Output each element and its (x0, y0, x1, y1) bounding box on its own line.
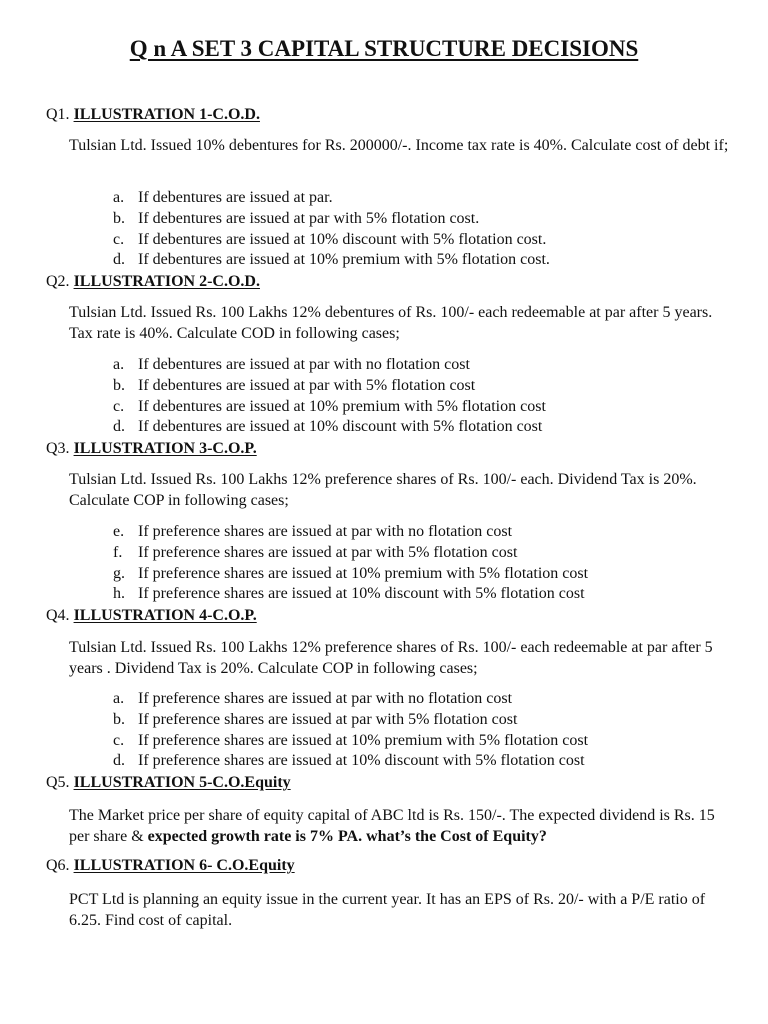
question-4-heading (46, 607, 257, 625)
question-5-text: The Market price per share of equity capital of ABC ltd is Rs. 150/-. The expected dividend is Rs. 15 per share & expected growth rate is 7% PA. what’s the Cost of Equity? (69, 807, 715, 845)
question-number: Q1. (46, 106, 70, 123)
question-number: Q5. (46, 774, 70, 791)
question-2-heading (46, 273, 260, 291)
illustration-label: ILLUSTRATION 1-C.O.D. (73, 106, 260, 123)
question-1-text: Tulsian Ltd. Issued 10% debentures for Rs. 200000/-. Income tax rate is 40%. Calculate cost of debt if; (69, 137, 729, 154)
illustration-label: ILLUSTRATION 6- C.O.Equity (73, 857, 295, 874)
page-title: Q n A SET 3 CAPITAL STRUCTURE DECISIONS (129, 36, 639, 61)
question-2-text: Tulsian Ltd. Issued Rs. 100 Lakhs 12% debentures of Rs. 100/- each redeemable at par after 5 years. Tax rate is 40%. Calculate COD in following cases; (69, 304, 713, 342)
list-item: b. If debentures are issued at par with 5% flotation cost (113, 376, 476, 394)
question-4-options (113, 689, 588, 772)
illustration-label: ILLUSTRATION 5-C.O.Equity (73, 774, 291, 791)
question-5-heading (46, 774, 291, 792)
question-6-heading (46, 857, 295, 875)
list-item: d. If preference shares are issued at 10% discount with 5% flotation cost (113, 752, 585, 770)
question-5-bold-text: expected growth rate is 7% PA. what’s the Cost of Equity? (147, 828, 547, 845)
question-4-text: Tulsian Ltd. Issued Rs. 100 Lakhs 12% preference shares of Rs. 100/- each redeemable at par after 5 years . Dividend Tax is 20%. Calculate COP in following cases; (69, 639, 713, 677)
question-3-options (113, 522, 588, 605)
question-number: Q3. (46, 440, 70, 457)
list-item: b. If debentures are issued at par with 5% flotation cost. (113, 209, 480, 227)
list-item: d. If debentures are issued at 10% discount with 5% flotation cost (113, 418, 543, 436)
list-item: e. If preference shares are issued at par with no flotation cost (113, 523, 513, 540)
list-item: c. If preference shares are issued at 10% premium with 5% flotation cost (113, 731, 589, 749)
list-item: c. If debentures are issued at 10% discount with 5% flotation cost. (113, 230, 547, 248)
question-1-heading (46, 106, 260, 124)
list-item: c. If debentures are issued at 10% premium with 5% flotation cost (113, 397, 546, 415)
question-number: Q6. (46, 857, 70, 874)
question-1-options (113, 188, 550, 271)
illustration-label: ILLUSTRATION 2-C.O.D. (73, 273, 260, 290)
question-3-text: Tulsian Ltd. Issued Rs. 100 Lakhs 12% preference shares of Rs. 100/- each. Dividend Tax is 20%. Calculate COP in following cases; (69, 471, 697, 509)
illustration-label: ILLUSTRATION 3-C.O.P. (73, 440, 257, 457)
list-item: h. If preference shares are issued at 10% discount with 5% flotation cost (113, 585, 585, 603)
list-item: a. If debentures are issued at par with no flotation cost (113, 356, 470, 373)
list-item: a. If preference shares are issued at par with no flotation cost (113, 690, 513, 707)
question-2-options (113, 355, 546, 438)
question-3-heading (46, 440, 257, 458)
question-number: Q2. (46, 273, 70, 290)
list-item: f. If preference shares are issued at par with 5% flotation cost (113, 543, 518, 561)
question-6-text: PCT Ltd is planning an equity issue in the current year. It has an EPS of Rs. 20/- with a P/E ratio of 6.25. Find cost of capital. (69, 891, 706, 929)
list-item: d. If debentures are issued at 10% premium with 5% flotation cost. (113, 251, 550, 269)
list-item: a. If debentures are issued at par. (113, 189, 333, 206)
illustration-label: ILLUSTRATION 4-C.O.P. (73, 607, 257, 624)
question-number: Q4. (46, 607, 70, 624)
list-item: g. If preference shares are issued at 10% premium with 5% flotation cost (113, 564, 589, 582)
list-item: b. If preference shares are issued at par with 5% flotation cost (113, 710, 518, 728)
